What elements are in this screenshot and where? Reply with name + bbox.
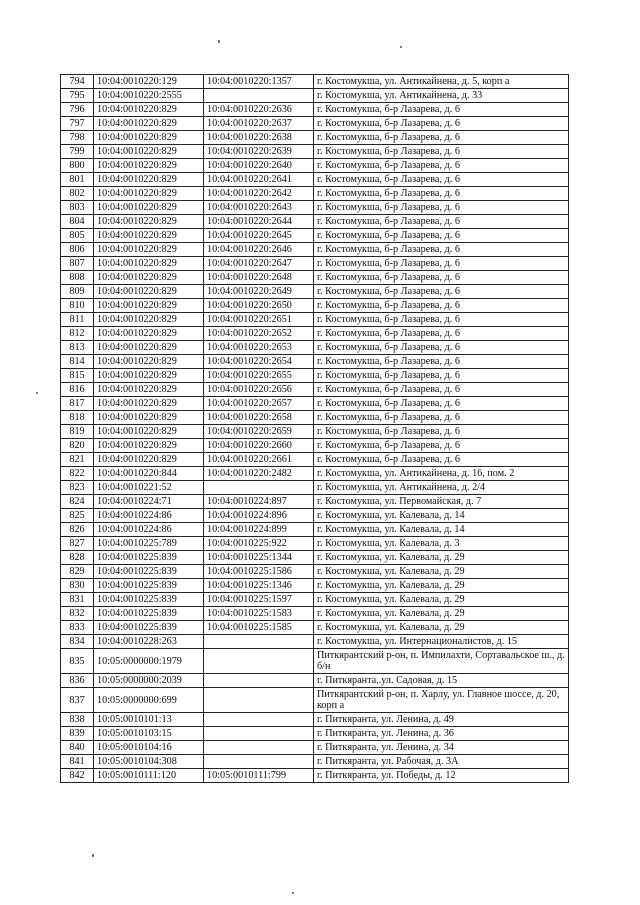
object-cadastral-number-cell — [204, 481, 314, 495]
row-number-cell: 800 — [61, 159, 94, 173]
address-cell: г. Костомукша, ул. Антикайнена, д. 2/4 — [314, 481, 569, 495]
land-cadastral-number-cell: 10:04:0010220:829 — [94, 313, 204, 327]
land-cadastral-number-cell: 10:04:0010220:829 — [94, 369, 204, 383]
land-cadastral-number-cell: 10:04:0010220:829 — [94, 397, 204, 411]
object-cadastral-number-cell: 10:04:0010220:2656 — [204, 383, 314, 397]
row-number-cell: 814 — [61, 355, 94, 369]
row-number-cell: 798 — [61, 131, 94, 145]
address-cell: г. Питкяранта, ул. Победы, д. 12 — [314, 769, 569, 783]
row-number-cell: 810 — [61, 299, 94, 313]
table-row — [61, 257, 569, 271]
row-number-cell: 815 — [61, 369, 94, 383]
land-cadastral-number-cell: 10:05:0010104:16 — [94, 741, 204, 755]
land-cadastral-number-cell: 10:04:0010220:829 — [94, 439, 204, 453]
land-cadastral-number-cell: 10:04:0010220:829 — [94, 229, 204, 243]
address-cell: г. Питкяранта,.ул. Садовая, д. 15 — [314, 674, 569, 688]
object-cadastral-number-cell: 10:04:0010220:2638 — [204, 131, 314, 145]
row-number-cell: 830 — [61, 579, 94, 593]
object-cadastral-number-cell: 10:04:0010220:2655 — [204, 369, 314, 383]
address-cell: г. Костомукша, ул. Калевала, д. 29 — [314, 565, 569, 579]
object-cadastral-number-cell: 10:04:0010220:2651 — [204, 313, 314, 327]
row-number-cell: 834 — [61, 635, 94, 649]
row-number-cell: 797 — [61, 117, 94, 131]
land-cadastral-number-cell: 10:04:0010225:839 — [94, 607, 204, 621]
table-row — [61, 425, 569, 439]
object-cadastral-number-cell: 10:04:0010220:2643 — [204, 201, 314, 215]
table-row — [61, 271, 569, 285]
table-row — [61, 607, 569, 621]
table-row — [61, 103, 569, 117]
row-number-cell: 833 — [61, 621, 94, 635]
table-row — [61, 159, 569, 173]
land-cadastral-number-cell: 10:04:0010220:829 — [94, 383, 204, 397]
object-cadastral-number-cell: 10:04:0010220:2649 — [204, 285, 314, 299]
land-cadastral-number-cell: 10:05:0010101:13 — [94, 713, 204, 727]
table-row — [61, 674, 569, 688]
land-cadastral-number-cell: 10:04:0010220:829 — [94, 453, 204, 467]
land-cadastral-number-cell: 10:04:0010225:839 — [94, 565, 204, 579]
address-cell: г. Костомукша, б-р Лазарева, д. 6 — [314, 355, 569, 369]
address-cell: г. Костомукша, б-р Лазарева, д. 6 — [314, 131, 569, 145]
object-cadastral-number-cell: 10:04:0010220:2661 — [204, 453, 314, 467]
table-row — [61, 397, 569, 411]
address-cell: г. Костомукша, б-р Лазарева, д. 6 — [314, 313, 569, 327]
table-row — [61, 285, 569, 299]
address-cell: г. Костомукша, ул. Интернационалистов, д. 15 — [314, 635, 569, 649]
object-cadastral-number-cell: 10:04:0010225:922 — [204, 537, 314, 551]
address-cell: г. Костомукша, ул. Калевала, д. 29 — [314, 551, 569, 565]
table-row — [61, 243, 569, 257]
row-number-cell: 818 — [61, 411, 94, 425]
object-cadastral-number-cell — [204, 89, 314, 103]
row-number-cell: 841 — [61, 755, 94, 769]
object-cadastral-number-cell — [204, 713, 314, 727]
table-row — [61, 89, 569, 103]
object-cadastral-number-cell: 10:04:0010225:1585 — [204, 621, 314, 635]
scan-speck — [292, 892, 294, 894]
row-number-cell: 817 — [61, 397, 94, 411]
land-cadastral-number-cell: 10:04:0010220:829 — [94, 187, 204, 201]
row-number-cell: 805 — [61, 229, 94, 243]
row-number-cell: 838 — [61, 713, 94, 727]
row-number-cell: 819 — [61, 425, 94, 439]
object-cadastral-number-cell: 10:04:0010220:2636 — [204, 103, 314, 117]
address-cell: г. Костомукша, ул. Калевала, д. 29 — [314, 593, 569, 607]
row-number-cell: 821 — [61, 453, 94, 467]
table-row — [61, 537, 569, 551]
address-cell: Питкярантский р-он, п. Харлу, ул. Главное шоссе, д. 20, корп а — [314, 688, 569, 713]
property-registry-table — [60, 74, 569, 783]
land-cadastral-number-cell: 10:04:0010220:829 — [94, 299, 204, 313]
row-number-cell: 831 — [61, 593, 94, 607]
address-cell: г. Костомукша, б-р Лазарева, д. 6 — [314, 173, 569, 187]
row-number-cell: 825 — [61, 509, 94, 523]
address-cell: г. Костомукша, б-р Лазарева, д. 6 — [314, 117, 569, 131]
row-number-cell: 820 — [61, 439, 94, 453]
table-row — [61, 579, 569, 593]
address-cell: г. Костомукша, ул. Калевала, д. 14 — [314, 509, 569, 523]
table-row — [61, 621, 569, 635]
table-row — [61, 439, 569, 453]
address-cell: г. Питкяранта, ул. Ленина, д. 36 — [314, 727, 569, 741]
address-cell: г. Питкяранта, ул. Рабочая, д. 3А — [314, 755, 569, 769]
table-row — [61, 341, 569, 355]
land-cadastral-number-cell: 10:05:0000000:1979 — [94, 649, 204, 674]
row-number-cell: 808 — [61, 271, 94, 285]
address-cell: Питкярантский р-он, п. Импилахти, Сортавальское ш., д. б/н — [314, 649, 569, 674]
object-cadastral-number-cell: 10:04:0010220:2650 — [204, 299, 314, 313]
row-number-cell: 840 — [61, 741, 94, 755]
land-cadastral-number-cell: 10:04:0010220:829 — [94, 201, 204, 215]
object-cadastral-number-cell: 10:04:0010225:1346 — [204, 579, 314, 593]
row-number-cell: 803 — [61, 201, 94, 215]
address-cell: г. Костомукша, б-р Лазарева, д. 6 — [314, 369, 569, 383]
object-cadastral-number-cell: 10:04:0010220:2648 — [204, 271, 314, 285]
row-number-cell: 822 — [61, 467, 94, 481]
object-cadastral-number-cell: 10:04:0010220:2657 — [204, 397, 314, 411]
object-cadastral-number-cell: 10:04:0010220:2639 — [204, 145, 314, 159]
address-cell: г. Питкяранта, ул. Ленина, д. 49 — [314, 713, 569, 727]
object-cadastral-number-cell: 10:04:0010220:2660 — [204, 439, 314, 453]
row-number-cell: 806 — [61, 243, 94, 257]
table-row — [61, 755, 569, 769]
row-number-cell: 812 — [61, 327, 94, 341]
row-number-cell: 802 — [61, 187, 94, 201]
object-cadastral-number-cell — [204, 755, 314, 769]
table-row — [61, 467, 569, 481]
table-row — [61, 117, 569, 131]
land-cadastral-number-cell: 10:04:0010225:789 — [94, 537, 204, 551]
object-cadastral-number-cell: 10:04:0010220:2658 — [204, 411, 314, 425]
object-cadastral-number-cell: 10:04:0010220:2640 — [204, 159, 314, 173]
address-cell: г. Костомукша, б-р Лазарева, д. 6 — [314, 271, 569, 285]
table-body — [61, 75, 569, 783]
scan-speck — [218, 40, 220, 43]
table-row — [61, 593, 569, 607]
land-cadastral-number-cell: 10:04:0010225:839 — [94, 579, 204, 593]
address-cell: г. Костомукша, б-р Лазарева, д. 6 — [314, 285, 569, 299]
table-row — [61, 523, 569, 537]
table-row — [61, 131, 569, 145]
address-cell: г. Костомукша, б-р Лазарева, д. 6 — [314, 341, 569, 355]
table-row — [61, 327, 569, 341]
object-cadastral-number-cell: 10:04:0010224:899 — [204, 523, 314, 537]
object-cadastral-number-cell: 10:04:0010220:2645 — [204, 229, 314, 243]
land-cadastral-number-cell: 10:04:0010225:839 — [94, 621, 204, 635]
object-cadastral-number-cell: 10:04:0010220:2647 — [204, 257, 314, 271]
object-cadastral-number-cell: 10:04:0010220:2653 — [204, 341, 314, 355]
land-cadastral-number-cell: 10:05:0000000:699 — [94, 688, 204, 713]
table-row — [61, 481, 569, 495]
address-cell: г. Костомукша, б-р Лазарева, д. 6 — [314, 145, 569, 159]
table-row — [61, 769, 569, 783]
land-cadastral-number-cell: 10:04:0010228:263 — [94, 635, 204, 649]
address-cell: г. Костомукша, б-р Лазарева, д. 6 — [314, 439, 569, 453]
object-cadastral-number-cell — [204, 674, 314, 688]
land-cadastral-number-cell: 10:04:0010220:829 — [94, 215, 204, 229]
object-cadastral-number-cell — [204, 727, 314, 741]
address-cell: г. Костомукша, ул. Калевала, д. 29 — [314, 607, 569, 621]
object-cadastral-number-cell: 10:04:0010220:2641 — [204, 173, 314, 187]
land-cadastral-number-cell: 10:04:0010220:829 — [94, 103, 204, 117]
table-row — [61, 313, 569, 327]
object-cadastral-number-cell: 10:04:0010220:2482 — [204, 467, 314, 481]
land-cadastral-number-cell: 10:04:0010220:829 — [94, 327, 204, 341]
object-cadastral-number-cell: 10:04:0010220:2654 — [204, 355, 314, 369]
row-number-cell: 795 — [61, 89, 94, 103]
land-cadastral-number-cell: 10:04:0010224:86 — [94, 523, 204, 537]
object-cadastral-number-cell — [204, 635, 314, 649]
address-cell: г. Костомукша, б-р Лазарева, д. 6 — [314, 215, 569, 229]
land-cadastral-number-cell: 10:04:0010220:829 — [94, 271, 204, 285]
land-cadastral-number-cell: 10:04:0010220:829 — [94, 425, 204, 439]
object-cadastral-number-cell: 10:04:0010220:1357 — [204, 75, 314, 89]
object-cadastral-number-cell: 10:04:0010225:1344 — [204, 551, 314, 565]
land-cadastral-number-cell: 10:04:0010224:86 — [94, 509, 204, 523]
object-cadastral-number-cell: 10:04:0010220:2659 — [204, 425, 314, 439]
table-row — [61, 741, 569, 755]
row-number-cell: 801 — [61, 173, 94, 187]
object-cadastral-number-cell: 10:04:0010220:2644 — [204, 215, 314, 229]
row-number-cell: 823 — [61, 481, 94, 495]
row-number-cell: 827 — [61, 537, 94, 551]
row-number-cell: 836 — [61, 674, 94, 688]
address-cell: г. Питкяранта, ул. Ленина, д. 34 — [314, 741, 569, 755]
row-number-cell: 837 — [61, 688, 94, 713]
object-cadastral-number-cell — [204, 649, 314, 674]
table-row — [61, 383, 569, 397]
address-cell: г. Костомукша, ул. Калевала, д. 29 — [314, 579, 569, 593]
address-cell: г. Костомукша, б-р Лазарева, д. 6 — [314, 425, 569, 439]
land-cadastral-number-cell: 10:04:0010225:839 — [94, 593, 204, 607]
land-cadastral-number-cell: 10:04:0010220:844 — [94, 467, 204, 481]
table-row — [61, 635, 569, 649]
table-row — [61, 649, 569, 674]
land-cadastral-number-cell: 10:05:0010111:120 — [94, 769, 204, 783]
address-cell: г. Костомукша, б-р Лазарева, д. 6 — [314, 187, 569, 201]
object-cadastral-number-cell: 10:04:0010220:2637 — [204, 117, 314, 131]
land-cadastral-number-cell: 10:04:0010220:829 — [94, 341, 204, 355]
table-row — [61, 411, 569, 425]
table-row — [61, 215, 569, 229]
land-cadastral-number-cell: 10:04:0010220:829 — [94, 145, 204, 159]
table-row — [61, 229, 569, 243]
address-cell: г. Костомукша, б-р Лазарева, д. 6 — [314, 103, 569, 117]
land-cadastral-number-cell: 10:04:0010224:71 — [94, 495, 204, 509]
address-cell: г. Костомукша, б-р Лазарева, д. 6 — [314, 327, 569, 341]
row-number-cell: 804 — [61, 215, 94, 229]
scan-speck — [400, 46, 402, 48]
address-cell: г. Костомукша, б-р Лазарева, д. 6 — [314, 383, 569, 397]
address-cell: г. Костомукша, б-р Лазарева, д. 6 — [314, 299, 569, 313]
row-number-cell: 832 — [61, 607, 94, 621]
table-row — [61, 453, 569, 467]
address-cell: г. Костомукша, б-р Лазарева, д. 6 — [314, 159, 569, 173]
land-cadastral-number-cell: 10:04:0010221:52 — [94, 481, 204, 495]
address-cell: г. Костомукша, ул. Калевала, д. 14 — [314, 523, 569, 537]
row-number-cell: 807 — [61, 257, 94, 271]
row-number-cell: 794 — [61, 75, 94, 89]
table-row — [61, 145, 569, 159]
object-cadastral-number-cell: 10:04:0010225:1583 — [204, 607, 314, 621]
land-cadastral-number-cell: 10:05:0010103:15 — [94, 727, 204, 741]
address-cell: г. Костомукша, ул. Антикайнена, д. 33 — [314, 89, 569, 103]
land-cadastral-number-cell: 10:04:0010220:829 — [94, 243, 204, 257]
land-cadastral-number-cell: 10:04:0010220:829 — [94, 257, 204, 271]
address-cell: г. Костомукша, б-р Лазарева, д. 6 — [314, 397, 569, 411]
land-cadastral-number-cell: 10:04:0010220:829 — [94, 355, 204, 369]
land-cadastral-number-cell: 10:04:0010220:129 — [94, 75, 204, 89]
table-row — [61, 551, 569, 565]
table-row — [61, 75, 569, 89]
address-cell: г. Костомукша, б-р Лазарева, д. 6 — [314, 201, 569, 215]
land-cadastral-number-cell: 10:04:0010220:829 — [94, 131, 204, 145]
object-cadastral-number-cell: 10:04:0010225:1586 — [204, 565, 314, 579]
table-row — [61, 727, 569, 741]
table-row — [61, 688, 569, 713]
address-cell: г. Костомукша, ул. Первомайская, д. 7 — [314, 495, 569, 509]
address-cell: г. Костомукша, ул. Калевала, д. 29 — [314, 621, 569, 635]
table-row — [61, 355, 569, 369]
table-row — [61, 201, 569, 215]
object-cadastral-number-cell: 10:04:0010220:2646 — [204, 243, 314, 257]
table-row — [61, 187, 569, 201]
address-cell: г. Костомукша, б-р Лазарева, д. 6 — [314, 243, 569, 257]
object-cadastral-number-cell: 10:04:0010224:897 — [204, 495, 314, 509]
table-row — [61, 299, 569, 313]
object-cadastral-number-cell: 10:04:0010225:1597 — [204, 593, 314, 607]
row-number-cell: 816 — [61, 383, 94, 397]
row-number-cell: 811 — [61, 313, 94, 327]
land-cadastral-number-cell: 10:05:0010104:308 — [94, 755, 204, 769]
row-number-cell: 799 — [61, 145, 94, 159]
object-cadastral-number-cell — [204, 688, 314, 713]
scan-speck — [36, 392, 38, 394]
object-cadastral-number-cell: 10:04:0010220:2642 — [204, 187, 314, 201]
object-cadastral-number-cell: 10:04:0010220:2652 — [204, 327, 314, 341]
land-cadastral-number-cell: 10:05:0000000:2039 — [94, 674, 204, 688]
address-cell: г. Костомукша, б-р Лазарева, д. 6 — [314, 257, 569, 271]
row-number-cell: 813 — [61, 341, 94, 355]
object-cadastral-number-cell: 10:05:0010111:799 — [204, 769, 314, 783]
row-number-cell: 826 — [61, 523, 94, 537]
table-row — [61, 713, 569, 727]
row-number-cell: 839 — [61, 727, 94, 741]
address-cell: г. Костомукша, б-р Лазарева, д. 6 — [314, 453, 569, 467]
row-number-cell: 824 — [61, 495, 94, 509]
scan-speck — [92, 854, 94, 857]
object-cadastral-number-cell: 10:04:0010224:896 — [204, 509, 314, 523]
land-cadastral-number-cell: 10:04:0010220:829 — [94, 159, 204, 173]
row-number-cell: 828 — [61, 551, 94, 565]
table-row — [61, 509, 569, 523]
object-cadastral-number-cell — [204, 741, 314, 755]
address-cell: г. Костомукша, б-р Лазарева, д. 6 — [314, 411, 569, 425]
land-cadastral-number-cell: 10:04:0010220:2555 — [94, 89, 204, 103]
address-cell: г. Костомукша, б-р Лазарева, д. 6 — [314, 229, 569, 243]
address-cell: г. Костомукша, ул. Антикайнена, д. 5, корп а — [314, 75, 569, 89]
row-number-cell: 809 — [61, 285, 94, 299]
land-cadastral-number-cell: 10:04:0010220:829 — [94, 285, 204, 299]
address-cell: г. Костомукша, ул. Калевала, д. 3 — [314, 537, 569, 551]
table-row — [61, 173, 569, 187]
land-cadastral-number-cell: 10:04:0010220:829 — [94, 117, 204, 131]
table-row — [61, 565, 569, 579]
row-number-cell: 842 — [61, 769, 94, 783]
row-number-cell: 835 — [61, 649, 94, 674]
row-number-cell: 829 — [61, 565, 94, 579]
land-cadastral-number-cell: 10:04:0010220:829 — [94, 411, 204, 425]
address-cell: г. Костомукша, ул. Антикайнена, д. 16, пом. 2 — [314, 467, 569, 481]
row-number-cell: 796 — [61, 103, 94, 117]
table-row — [61, 495, 569, 509]
land-cadastral-number-cell: 10:04:0010225:839 — [94, 551, 204, 565]
table-row — [61, 369, 569, 383]
land-cadastral-number-cell: 10:04:0010220:829 — [94, 173, 204, 187]
